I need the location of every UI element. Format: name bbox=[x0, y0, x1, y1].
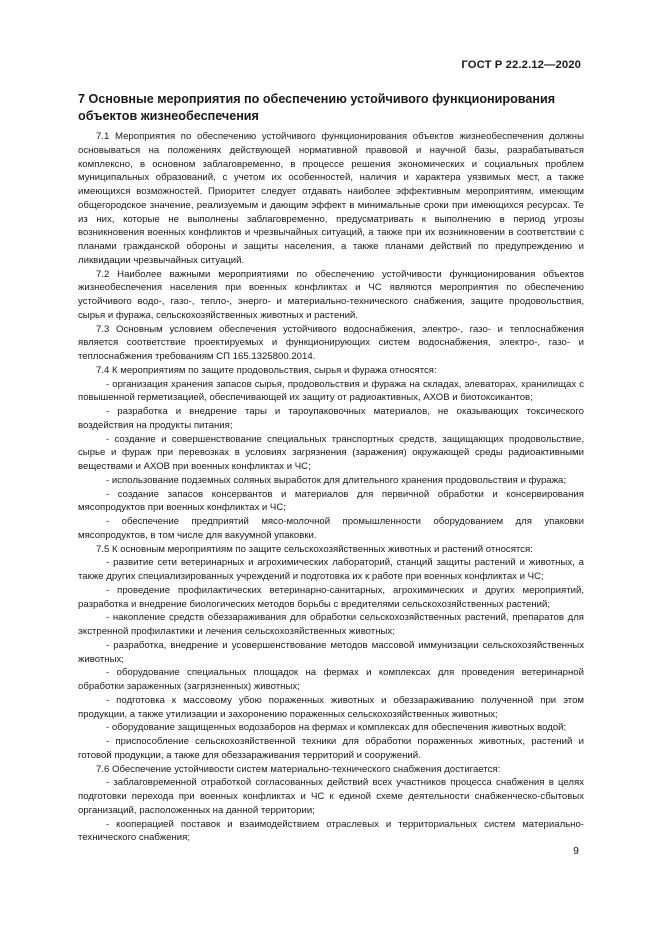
list-item: - оборудование защищенных водозаборов на фермах и комплексах для обеспечения животных водой; bbox=[106, 722, 567, 734]
list-item: - развитие сети ветеринарных и агрохимических лабораторий, станций защиты растений и животных, а также других специализированных учреждений и подготовка их к работе при военных конфликтах и ЧС; bbox=[78, 557, 584, 582]
list-item: - кооперацией поставок и взаимодействием отраслевых и территориальных систем материально-технического снабжения; bbox=[78, 818, 584, 844]
list-item: - оборудование специальных площадок на фермах и комплексах для проведения ветеринарной обработки зараженных (загрязненных) животных; bbox=[78, 667, 584, 692]
list-item: - подготовка к массовому убою пораженных животных и обеззараживанию полученной при этом продукции, а также утилизации и захоронению пораженных сельскохозяйственных животных; bbox=[78, 694, 584, 720]
document-code: ГОСТ Р 22.2.12—2020 bbox=[461, 59, 581, 71]
list-item: - создание запасов консервантов и материалов для первичной обработки и консервирования мясопродуктов при военных конфликтах и ЧС; bbox=[78, 488, 584, 514]
list-item: - проведение профилактических ветеринарно-санитарных, агрохимических и других мероприятий, разработка и внедрение биологических методов борьбы с вредителями сельскохозяйственных растений; bbox=[78, 584, 584, 610]
list-item: - организация хранения запасов сырья, продовольствия и фуража на складах, элеваторах, хранилищах с повышенной герметизацией, обеспечивающей их защиту от радиоактивных, АХОВ и биотоксикантов; bbox=[78, 378, 584, 404]
list-item: - разработка и внедрение тары и тароупаковочных материалов, не оказывающих токсического воздействия на продукты питания; bbox=[78, 406, 584, 431]
list-item: - использование подземных соляных выработок для длительного хранения продовольствия и фуража; bbox=[106, 474, 567, 486]
paragraph: 7.4 К мероприятиям по защите продовольствия, сырья и фуража относятся: bbox=[96, 364, 437, 376]
page-number: 9 bbox=[573, 845, 579, 857]
paragraph: 7.6 Обеспечение устойчивости систем материально-технического снабжения достигается: bbox=[96, 763, 501, 775]
body-text bbox=[78, 130, 584, 845]
list-item: - накопление средств обеззараживания для обработки сельскохозяйственных растений, препаратов для экстренной профилактики и лечения сельскохозяйственных животных; bbox=[78, 612, 584, 637]
paragraph: 7.5 К основным мероприятиям по защите сельскохозяйственных животных и растений относятся: bbox=[96, 543, 533, 555]
paragraph: 7.3 Основным условием обеспечения устойчивого водоснабжения, электро-, газо- и теплоснабжения является соответствие проектируемых и функционирующих систем водоснабжения, электро-, газо- и теплоснабжения требованиям СП 165.1325800.2014. bbox=[78, 323, 584, 362]
list-item: - заблаговременной отработкой согласованных действий всех участников процесса снабжения в целях подготовки перехода при военных конфликтах и ЧС к единой схеме деятельности снабженческо-сбытовых организаций, расположенных на данной территории; bbox=[78, 777, 584, 816]
list-item: - приспособление сельскохозяйственной техники для обработки пораженных животных, растений и готовой продукции, а также для обеззараживания территорий и сооружений. bbox=[78, 736, 584, 761]
paragraph: 7.2 Наиболее важными мероприятиями по обеспечению устойчивости функционирования объектов жизнеобеспечения населения при военных конфликтах и ЧС являются мероприятия по обеспечению устойчивого водо-, газо-, тепло-, энерго- и материально-технического снабжения, защите продовольствия, сырья и фуража, сельскохозяйственных животных и растений. bbox=[78, 268, 584, 321]
list-item: - создание и совершенствование специальных транспортных средств, защищающих продовольствие, сырье и фураж при перевозках в условиях загрязнения (заражения) окружающей среды радиоактивными веществами и АХОВ при военных конфликтах и ЧС; bbox=[78, 433, 584, 472]
list-item: - разработка, внедрение и усовершенствование методов массовой иммунизации сельскохозяйственных животных; bbox=[78, 639, 584, 665]
section-title: 7 Основные мероприятия по обеспечению устойчивого функционирования объектов жизнеобеспечения bbox=[78, 92, 556, 123]
list-item: - обеспечение предприятий мясо-молочной промышленности оборудованием для упаковки мясопродуктов, в том числе для вакуумной упаковки. bbox=[78, 516, 584, 541]
paragraph: 7.1 Мероприятия по обеспечению устойчивого функционирования объектов жизнеобеспечения должны основываться на положениях действующей нормативной правовой и научной базы, разрабатываться комплексно, в основном заблаговременно, в процессе решения экономических и социальных проблем муниципальных образований, с учетом их особенностей, наличия и характера уязвимых мест, а также имеющихся возможностей. Приоритет следует отдавать наиболее эффективным мероприятиям, имеющим общегородское значение, реализуемым и дающим эффект в минимальные сроки при имеющихся ресурсах. Те из них, которые не выполнены заблаговременно, предусматривать к выполнению в период угрозы возникновения военных конфликтов и чрезвычайных ситуаций, а также при их возникновении в соответствии с планами гражданской обороны и защиты населения, а также планами действий по предупреждению и ликвидации чрезвычайных ситуаций. bbox=[78, 131, 584, 266]
